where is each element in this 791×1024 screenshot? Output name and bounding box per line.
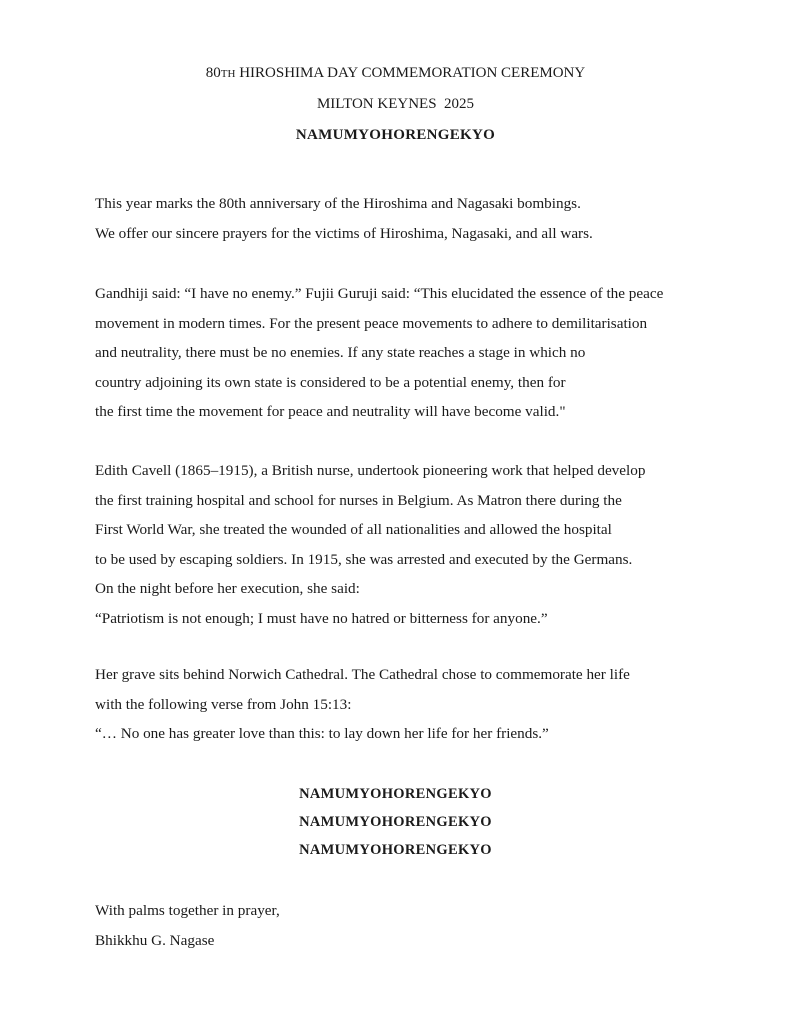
paragraph-line: movement in modern times. For the present peace movements to adhere to demilitarisation [95,314,648,332]
paragraph-norwich-cathedral [95,660,715,749]
title-number: 80 [205,65,221,81]
signoff-signature: Bhikkhu G. Nagase [95,931,215,949]
closing-chant: NAMUMYOHORENGEKYO [299,814,492,830]
paragraph-line: and neutrality, there must be no enemies. If any state reaches a stage in which no [95,344,586,361]
paragraph-line: We offer our sincere prayers for the victims of Hiroshima, Nagasaki, and all wars. [95,224,593,242]
paragraph-line: the first training hospital and school for nurses in Belgium. As Matron there during the [95,491,622,509]
header-chant: NAMUMYOHORENGEKYO [295,127,496,143]
paragraph-line: Her grave sits behind Norwich Cathedral. The Cathedral chose to commemorate her life [95,666,630,683]
closing-chant: NAMUMYOHORENGEKYO [299,842,492,858]
paragraph-gandhiji [95,279,715,427]
paragraph-anniversary [95,189,715,248]
document-subtitle: MILTON KEYNES 2025 [316,96,475,112]
paragraph-line: First World War, she treated the wounded of all nationalities and allowed the hospital [95,521,612,538]
paragraph-line: “Patriotism is not enough; I must have no hatred or bitterness for anyone.” [95,609,548,627]
signoff-salutation: With palms together in prayer, [95,902,280,919]
paragraph-line: with the following verse from John 15:13: [95,695,352,713]
paragraph-line: “… No one has greater love than this: to lay down her life for her friends.” [95,725,549,742]
closing-chant: NAMUMYOHORENGEKYO [299,786,492,802]
paragraph-line: Edith Cavell (1865–1915), a British nurse, undertook pioneering work that helped develop [95,462,646,479]
document-title [0,63,791,84]
paragraph-line: country adjoining its own state is considered to be a potential enemy, then for [95,373,566,391]
closing-chants [0,780,791,864]
title-text: HIROSHIMA DAY COMMEMORATION CEREMONY [235,65,586,81]
paragraph-line: On the night before her execution, she said: [95,580,360,597]
signoff [95,896,715,955]
paragraph-edith-cavell [95,456,715,633]
paragraph-line: Gandhiji said: “I have no enemy.” Fujii Guruji said: “This elucidated the essence of the peace [95,285,664,302]
paragraph-line: This year marks the 80th anniversary of the Hiroshima and Nagasaki bombings. [95,195,581,212]
paragraph-line: the first time the movement for peace and neutrality will have become valid." [95,403,566,420]
title-ordinal-suffix: TH [220,68,236,80]
paragraph-line: to be used by escaping soldiers. In 1915, she was arrested and executed by the Germans. [95,550,633,568]
